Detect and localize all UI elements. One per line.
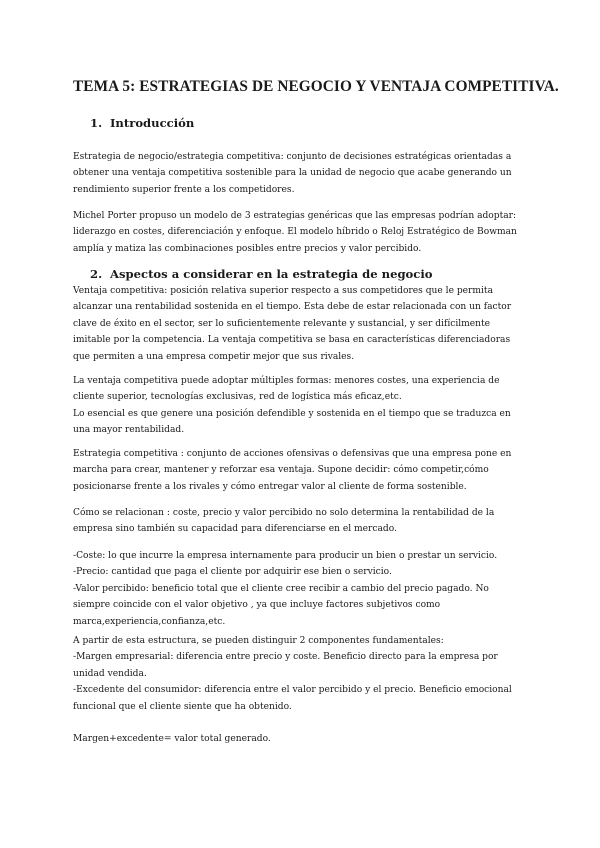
paragraph [73, 548, 535, 630]
paragraph [73, 208, 535, 257]
paragraph [73, 505, 535, 538]
paragraph [73, 373, 535, 439]
text-line: -Valor percibido: beneficio total que el cliente cree recibir a cambio del precio pagado. No [73, 583, 489, 594]
section-title: Introducción [110, 116, 195, 130]
text-line: Estrategia de negocio/estrategia competitiva: conjunto de decisiones estratégicas orientadas a [73, 152, 512, 162]
text-line: cliente superior, tecnologías exclusivas, red de logística más eficaz,etc. [73, 392, 402, 403]
text-line: funcional que el cliente siente que ha obtenido. [73, 701, 292, 712]
section-number: 1. [90, 116, 103, 130]
text-line: alcanzar una rentabilidad sostenida en el tiempo. Esta debe de estar relacionada con un factor [73, 302, 512, 313]
text-line: una mayor rentabilidad. [73, 425, 185, 436]
text-line: -Coste: lo que incurre la empresa internamente para producir un bien o prestar un servicio. [73, 551, 498, 561]
text-line: Margen+excedente= valor total generado. [73, 734, 271, 744]
paragraph [73, 283, 535, 365]
paragraph [73, 446, 535, 495]
text-line: posicionarse frente a los rivales y cómo entregar valor al cliente de forma sostenible. [73, 481, 467, 492]
text-line: -Excedente del consumidor: diferencia entre el valor percibido y el precio. Beneficio emocional [73, 685, 512, 696]
text-line: amplía y matiza las combinaciones posibles entre precios y valor percibido. [73, 243, 422, 254]
section-heading-introduccion [90, 116, 194, 130]
text-line: Lo esencial es que genere una posición defendible y sostenida en el tiempo que se traduzca en [73, 408, 511, 419]
text-line: imitable por la competencia. La ventaja competitiva se basa en características diferenciadoras [73, 335, 511, 346]
text-line: Ventaja competitiva: posición relativa superior respecto a sus competidores que le permita [73, 286, 494, 296]
paragraph [73, 731, 535, 747]
section-title: Aspectos a considerar en la estrategia de negocio [110, 267, 433, 281]
paragraph [73, 633, 535, 715]
section-number: 2. [90, 267, 103, 281]
document-title: TEMA 5: ESTRATEGIAS DE NEGOCIO Y VENTAJA COMPETITIVA. [73, 78, 559, 95]
text-line: A partir de esta estructura, se pueden distinguir 2 componentes fundamentales: [73, 636, 444, 646]
text-line: Cómo se relacionan : coste, precio y valor percibido no solo determina la rentabilidad de la [73, 508, 495, 518]
text-line: Estrategia competitiva : conjunto de acciones ofensivas o defensivas que una empresa pone en [73, 449, 512, 459]
section-heading-aspectos [90, 267, 433, 281]
text-line: liderazgo en costes, diferenciación y enfoque. El modelo híbrido o Reloj Estratégico de Bowman [73, 227, 517, 238]
text-line: que permiten a una empresa competir mejor que sus rivales. [73, 351, 355, 362]
text-line: siempre coincide con el valor objetivo , ya que incluye factores subjetivos como [73, 600, 441, 611]
text-line: obtener una ventaja competitiva sostenible para la unidad de negocio que acabe generando un [73, 168, 512, 179]
text-line: Michel Porter propuso un modelo de 3 estrategias genéricas que las empresas podrían adoptar: [73, 211, 517, 221]
text-line: marca,experiencia,confianza,etc. [73, 616, 226, 627]
text-line: empresa sino también su capacidad para diferenciarse en el mercado. [73, 524, 397, 535]
text-line: -Precio: cantidad que paga el cliente por adquirir ese bien o servicio. [73, 567, 392, 578]
text-line: La ventaja competitiva puede adoptar múltiples formas: menores costes, una experiencia de [73, 376, 500, 386]
text-line: -Margen empresarial: diferencia entre precio y coste. Beneficio directo para la empresa por [73, 652, 498, 663]
paragraph [73, 149, 535, 198]
text-line: rendimiento superior frente a los competidores. [73, 184, 295, 195]
text-line: unidad vendida. [73, 668, 147, 679]
text-line: clave de éxito en el sector, ser lo suficientemente relevante y sustancial, y ser difícilmente [73, 318, 491, 329]
text-line: marcha para crear, mantener y reforzar esa ventaja. Supone decidir: cómo competir,cómo [73, 465, 489, 476]
